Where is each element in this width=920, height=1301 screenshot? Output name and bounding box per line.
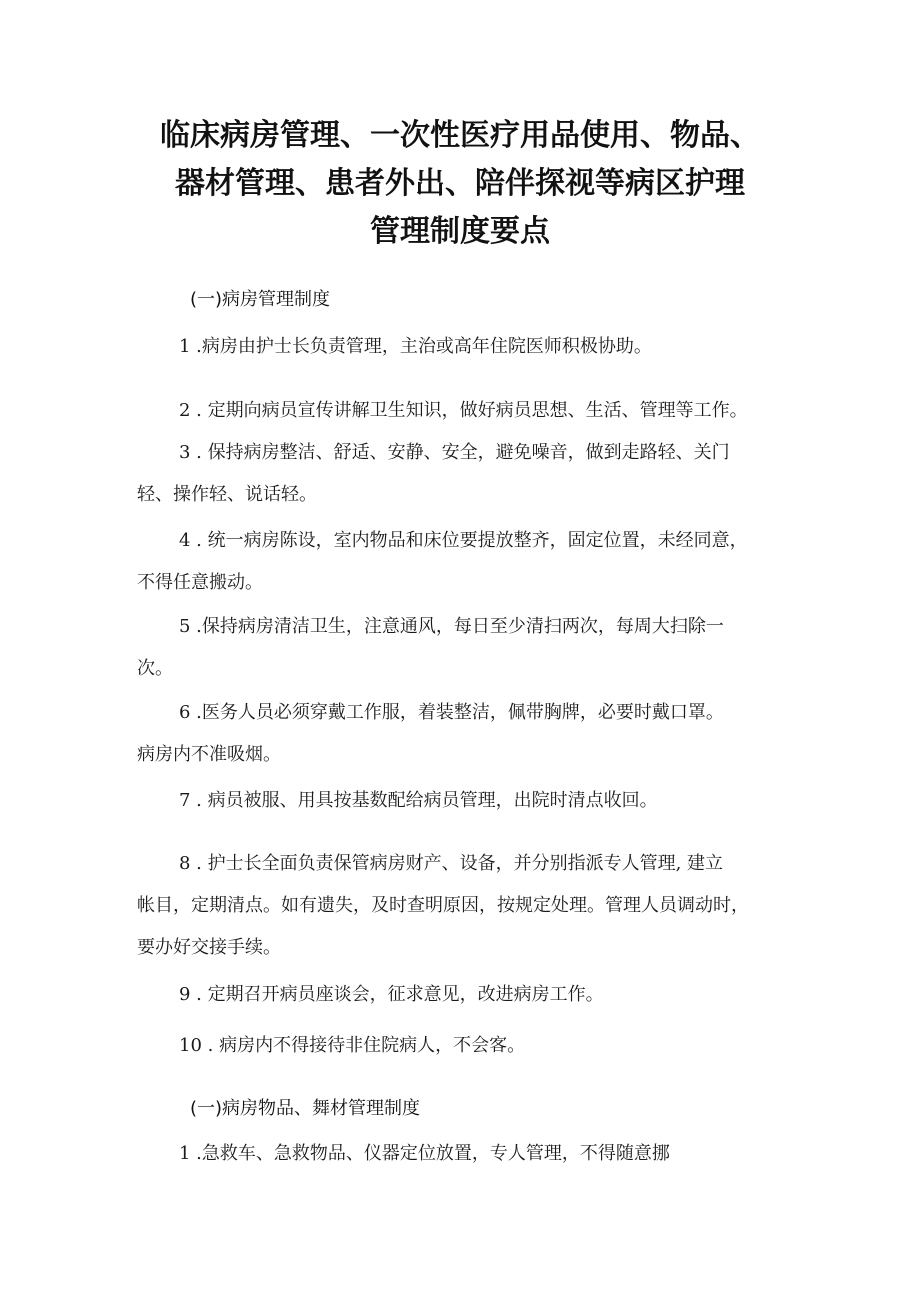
section-heading-supplies-management: (一)病房物品、舞材管理制度 <box>190 1098 421 1119</box>
paragraph-line: 1 .病房由护士长负责管理，主治或高年住院医师积极协助。 <box>179 336 652 357</box>
paragraph-item-6 <box>137 692 787 776</box>
paragraph-item-8 <box>137 843 787 969</box>
paragraph-line: 6 .医务人员必须穿戴工作服，着装整洁，佩带胸牌，必要时戴口罩。 <box>179 702 724 723</box>
paragraph-line: 要办好交接手续。 <box>137 937 281 958</box>
paragraph-item-3 <box>137 432 787 516</box>
paragraph-item-2 <box>137 390 787 432</box>
paragraph-line: 3 . 保持病房整洁、舒适、安静、安全，避免噪音，做到走路轻、关门 <box>179 442 730 463</box>
paragraph-line: 2 . 定期向病员宣传讲解卫生知识，做好病员思想、生活、管理等工作。 <box>179 400 748 421</box>
paragraph-line: 不得任意搬动。 <box>137 572 263 593</box>
paragraph-line: 轻、操作轻、说话轻。 <box>137 484 317 505</box>
title-line: 器材管理、患者外出、陪伴探视等病区护理 <box>175 166 745 201</box>
paragraph-line: 5 .保持病房清洁卫生，注意通风，每日至少清扫两次，每周大扫除一 <box>179 616 724 637</box>
paragraph-item-4 <box>137 520 787 604</box>
title-line: 管理制度要点 <box>370 214 550 249</box>
paragraph-item-7 <box>137 780 787 822</box>
paragraph-line: 病房内不准吸烟。 <box>137 744 281 765</box>
paragraph-line: 帐目，定期清点。如有遗失，及时查明原因，按规定处理。管理人员调动时， <box>137 895 749 916</box>
paragraph-item-10 <box>137 1025 787 1067</box>
paragraph-line: 次。 <box>137 658 173 679</box>
paragraph-item-s2-1 <box>137 1133 787 1175</box>
document-title <box>100 112 820 256</box>
section-heading-ward-management: (一)病房管理制度 <box>190 289 331 310</box>
paragraph-line: 10 . 病房内不得接待非住院病人，不会客。 <box>179 1035 526 1056</box>
paragraph-item-5 <box>137 606 787 690</box>
paragraph-item-1 <box>137 326 787 368</box>
title-line: 临床病房管理、一次性医疗用品使用、物品、 <box>160 118 760 153</box>
paragraph-line: 1 .急救车、急救物品、仪器定位放置，专人管理，不得随意挪 <box>179 1143 670 1164</box>
paragraph-item-9 <box>137 974 787 1016</box>
paragraph-line: 4 . 统一病房陈设，室内物品和床位要提放整齐，固定位置，未经同意， <box>179 530 748 551</box>
paragraph-line: 8 . 护士长全面负责保管病房财产、设备，并分别指派专人管理, 建立 <box>179 853 724 874</box>
paragraph-line: 7 . 病员被服、用具按基数配给病员管理，出院时清点收回。 <box>179 790 658 811</box>
paragraph-line: 9 . 定期召开病员座谈会，征求意见，改进病房工作。 <box>179 984 604 1005</box>
